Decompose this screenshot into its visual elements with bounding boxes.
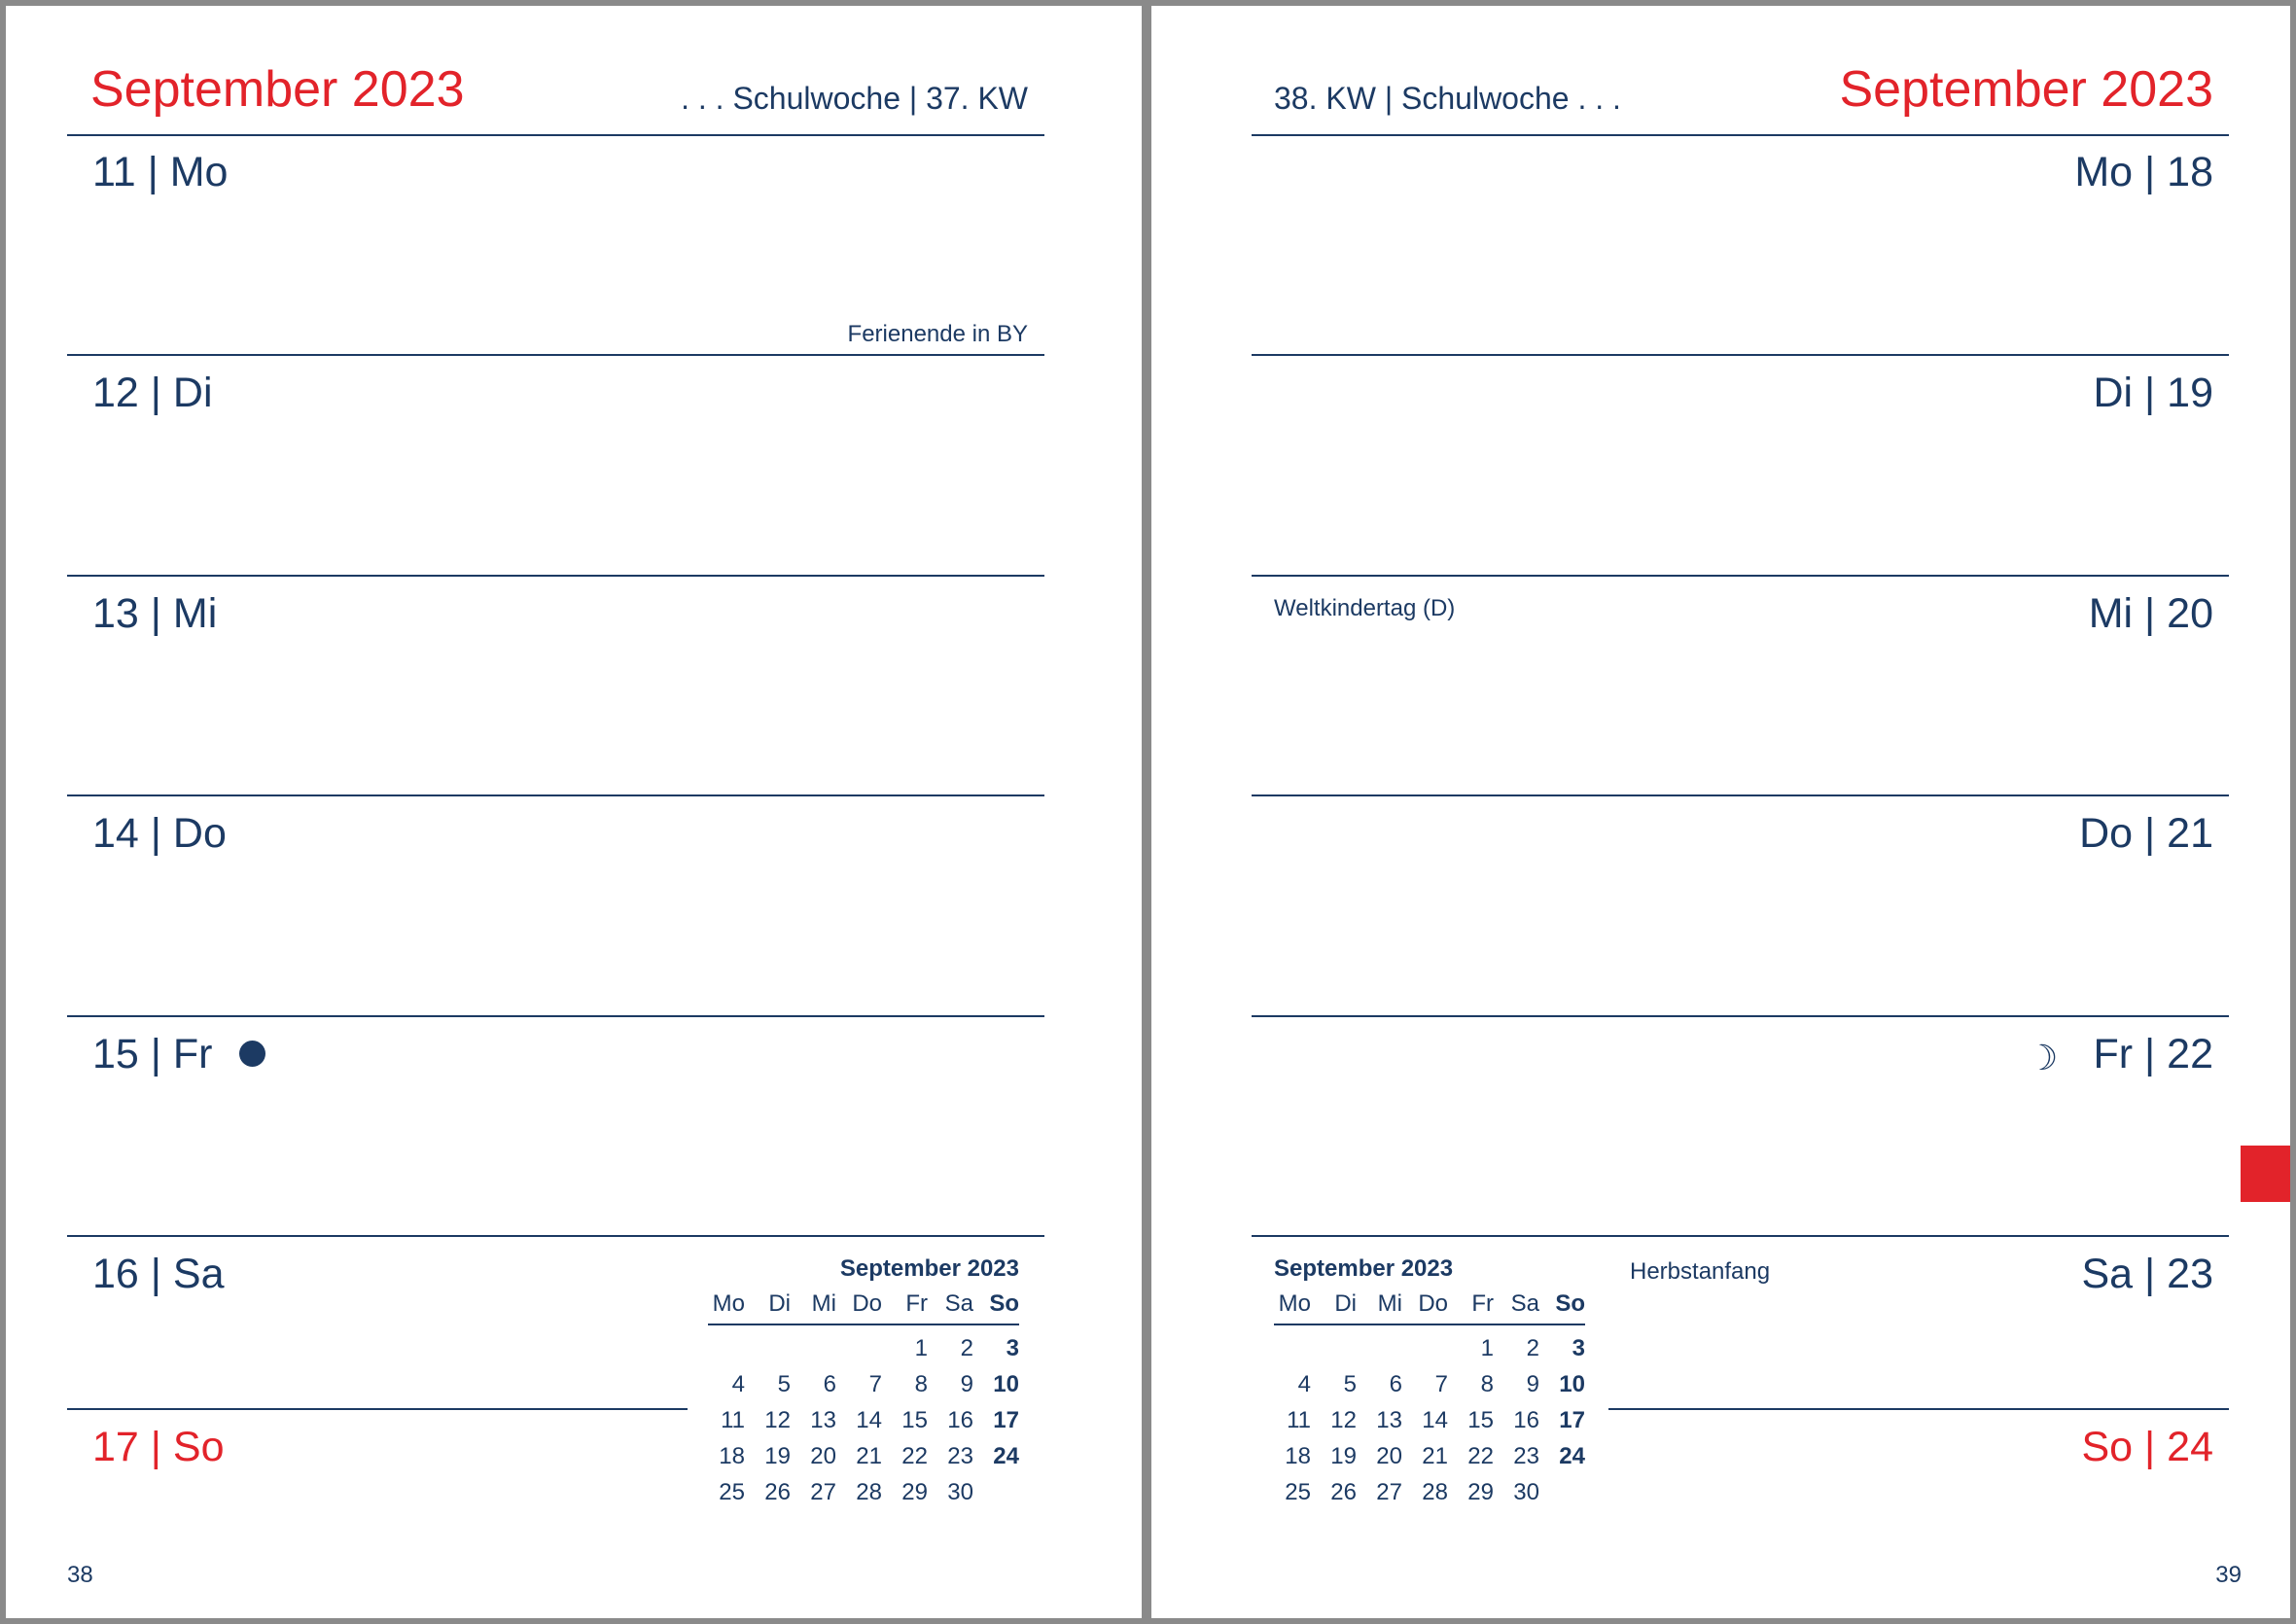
mini-calendar-day: 24 bbox=[993, 1442, 1019, 1469]
mini-calendar-day: 15 bbox=[901, 1406, 928, 1433]
mini-calendar-weekdays bbox=[708, 1285, 1019, 1325]
divider bbox=[1252, 134, 2229, 136]
mini-calendar-day: 18 bbox=[1285, 1442, 1311, 1469]
mini-calendar-week bbox=[708, 1402, 1019, 1438]
mini-calendar-day: 22 bbox=[901, 1442, 928, 1469]
divider bbox=[67, 1235, 1044, 1237]
mini-calendar-day: 1 bbox=[1480, 1334, 1494, 1361]
day-label-sa: 16 | Sa bbox=[92, 1251, 225, 1297]
page-title: September 2023 bbox=[1839, 61, 2213, 118]
mini-calendar-day: 14 bbox=[856, 1406, 882, 1433]
mini-calendar-day: 8 bbox=[914, 1370, 928, 1397]
left-page bbox=[6, 6, 1142, 1618]
mini-calendar-weekdays bbox=[1274, 1285, 1585, 1325]
mini-calendar-day: 9 bbox=[960, 1370, 973, 1397]
weekday-label: So bbox=[1555, 1290, 1585, 1317]
mini-calendar-days bbox=[708, 1325, 1019, 1510]
mini-calendar-day: 24 bbox=[1559, 1442, 1585, 1469]
mini-calendar-day: 13 bbox=[810, 1406, 836, 1433]
weekday-label: Sa bbox=[1510, 1290, 1539, 1317]
divider bbox=[67, 1015, 1044, 1017]
divider bbox=[67, 794, 1044, 796]
day-label-so: 17 | So bbox=[92, 1424, 225, 1470]
divider bbox=[67, 134, 1044, 136]
weekday-label: Mi bbox=[1377, 1290, 1402, 1317]
weekday-label: Do bbox=[852, 1290, 882, 1317]
mini-calendar-day: 18 bbox=[719, 1442, 745, 1469]
week-tag: . . . Schulwoche | 37. KW bbox=[681, 81, 1028, 116]
mini-calendar-day: 19 bbox=[764, 1442, 791, 1469]
page-number: 38 bbox=[67, 1562, 93, 1588]
mini-calendar-day: 19 bbox=[1330, 1442, 1357, 1469]
mini-calendar-day: 23 bbox=[947, 1442, 973, 1469]
mini-calendar-day: 25 bbox=[719, 1478, 745, 1505]
weekday-label: Di bbox=[768, 1290, 791, 1317]
mini-calendar-day: 5 bbox=[1343, 1370, 1357, 1397]
mini-calendar-day: 15 bbox=[1467, 1406, 1494, 1433]
mini-calendar-week bbox=[708, 1438, 1019, 1474]
mini-calendar-day: 28 bbox=[1422, 1478, 1448, 1505]
mini-calendar-week bbox=[1274, 1402, 1585, 1438]
weekday-label: Fr bbox=[905, 1290, 928, 1317]
mini-calendar-day: 3 bbox=[1006, 1334, 1019, 1361]
mini-calendar-day: 16 bbox=[1513, 1406, 1539, 1433]
full-moon-icon bbox=[239, 1041, 265, 1067]
mini-calendar-day: 6 bbox=[1389, 1370, 1402, 1397]
mini-calendar-day: 26 bbox=[764, 1478, 791, 1505]
mini-calendar-title: September 2023 bbox=[839, 1255, 1019, 1282]
mini-calendar-day: 27 bbox=[1376, 1478, 1402, 1505]
day-label-so: So | 24 bbox=[2081, 1424, 2213, 1470]
mini-calendar-day: 10 bbox=[993, 1370, 1019, 1397]
mini-calendar-day: 25 bbox=[1285, 1478, 1311, 1505]
day-label-di: Di | 19 bbox=[2093, 370, 2213, 416]
weekday-label: Mi bbox=[811, 1290, 836, 1317]
day-label-do: Do | 21 bbox=[2079, 810, 2213, 857]
divider bbox=[1608, 1408, 2229, 1410]
weekday-label: Sa bbox=[944, 1290, 973, 1317]
mini-calendar-day: 9 bbox=[1526, 1370, 1539, 1397]
mini-calendar-day: 17 bbox=[1559, 1406, 1585, 1433]
mini-calendar-days bbox=[1274, 1325, 1585, 1510]
mini-calendar-day: 22 bbox=[1467, 1442, 1494, 1469]
day-label-fr: 15 | Fr bbox=[92, 1031, 213, 1077]
mini-calendar-day: 26 bbox=[1330, 1478, 1357, 1505]
mini-calendar-day: 30 bbox=[947, 1478, 973, 1505]
mini-calendar-day: 27 bbox=[810, 1478, 836, 1505]
page-number: 39 bbox=[2215, 1562, 2242, 1588]
mini-calendar-day: 3 bbox=[1572, 1334, 1585, 1361]
mini-calendar-day: 8 bbox=[1480, 1370, 1494, 1397]
mini-calendar-day: 29 bbox=[1467, 1478, 1494, 1505]
mini-calendar-day: 17 bbox=[993, 1406, 1019, 1433]
mini-calendar-day: 1 bbox=[914, 1334, 928, 1361]
mini-calendar-week bbox=[708, 1474, 1019, 1510]
week-tag: 38. KW | Schulwoche . . . bbox=[1274, 81, 1621, 116]
mini-calendar-day: 30 bbox=[1513, 1478, 1539, 1505]
day-label-fr: Fr | 22 bbox=[2093, 1031, 2213, 1077]
mini-calendar-title: September 2023 bbox=[1274, 1255, 1454, 1282]
weekday-label: So bbox=[989, 1290, 1019, 1317]
day-label-di: 12 | Di bbox=[92, 370, 213, 416]
mini-calendar-week bbox=[1274, 1474, 1585, 1510]
mini-calendar-week bbox=[1274, 1366, 1585, 1402]
mini-calendar-day: 4 bbox=[1297, 1370, 1311, 1397]
mini-calendar-week bbox=[708, 1366, 1019, 1402]
mini-calendar-day: 20 bbox=[1376, 1442, 1402, 1469]
mini-calendar-week bbox=[1274, 1330, 1585, 1366]
mini-calendar-day: 21 bbox=[856, 1442, 882, 1469]
divider bbox=[67, 354, 1044, 356]
mini-calendar-day: 11 bbox=[721, 1406, 745, 1433]
mini-calendar-day: 7 bbox=[868, 1370, 882, 1397]
divider bbox=[1252, 794, 2229, 796]
day-label-mi: 13 | Mi bbox=[92, 590, 218, 637]
day-label-do: 14 | Do bbox=[92, 810, 227, 857]
page-title: September 2023 bbox=[90, 61, 465, 118]
mini-calendar-day: 4 bbox=[731, 1370, 745, 1397]
mini-calendar-day: 2 bbox=[960, 1334, 973, 1361]
weekday-label: Mo bbox=[1278, 1290, 1311, 1317]
mini-calendar-day: 28 bbox=[856, 1478, 882, 1505]
mini-calendar-day: 29 bbox=[901, 1478, 928, 1505]
divider bbox=[1252, 575, 2229, 577]
mini-calendar-day: 11 bbox=[1287, 1406, 1311, 1433]
mini-calendar-day: 16 bbox=[947, 1406, 973, 1433]
mini-calendar-week bbox=[708, 1330, 1019, 1366]
mini-calendar-day: 12 bbox=[764, 1406, 791, 1433]
weekday-label: Fr bbox=[1471, 1290, 1494, 1317]
divider bbox=[1252, 1015, 2229, 1017]
weekday-label: Mo bbox=[712, 1290, 745, 1317]
mini-calendar-day: 6 bbox=[823, 1370, 836, 1397]
weekday-label: Do bbox=[1418, 1290, 1448, 1317]
mini-calendar-day: 12 bbox=[1330, 1406, 1357, 1433]
crescent-moon-icon: ☽ bbox=[2027, 1038, 2059, 1077]
holiday-note: Weltkindertag (D) bbox=[1274, 595, 1456, 621]
mini-calendar-day: 7 bbox=[1434, 1370, 1448, 1397]
day-label-mo: Mo | 18 bbox=[2074, 149, 2213, 195]
divider bbox=[1252, 354, 2229, 356]
mini-calendar-day: 20 bbox=[810, 1442, 836, 1469]
mini-calendar-week bbox=[1274, 1438, 1585, 1474]
mini-calendar-day: 21 bbox=[1422, 1442, 1448, 1469]
day-label-mi: Mi | 20 bbox=[2088, 590, 2213, 637]
holiday-note: Ferienende in BY bbox=[847, 321, 1028, 347]
divider bbox=[1252, 1235, 2229, 1237]
holiday-note: Herbstanfang bbox=[1630, 1258, 1771, 1285]
mini-calendar-day: 5 bbox=[777, 1370, 791, 1397]
weekday-label: Di bbox=[1334, 1290, 1357, 1317]
mini-calendar-day: 23 bbox=[1513, 1442, 1539, 1469]
day-label-sa: Sa | 23 bbox=[2081, 1251, 2213, 1297]
mini-calendar bbox=[708, 1253, 1019, 1510]
mini-calendar bbox=[1274, 1253, 1585, 1510]
mini-calendar-day: 13 bbox=[1376, 1406, 1402, 1433]
divider bbox=[67, 1408, 688, 1410]
mini-calendar-day: 10 bbox=[1559, 1370, 1585, 1397]
mini-calendar-day: 14 bbox=[1422, 1406, 1448, 1433]
divider bbox=[67, 575, 1044, 577]
month-tab-marker[interactable] bbox=[2241, 1146, 2290, 1202]
mini-calendar-day: 2 bbox=[1526, 1334, 1539, 1361]
day-label-mo: 11 | Mo bbox=[92, 149, 229, 195]
right-page bbox=[1151, 6, 2290, 1618]
